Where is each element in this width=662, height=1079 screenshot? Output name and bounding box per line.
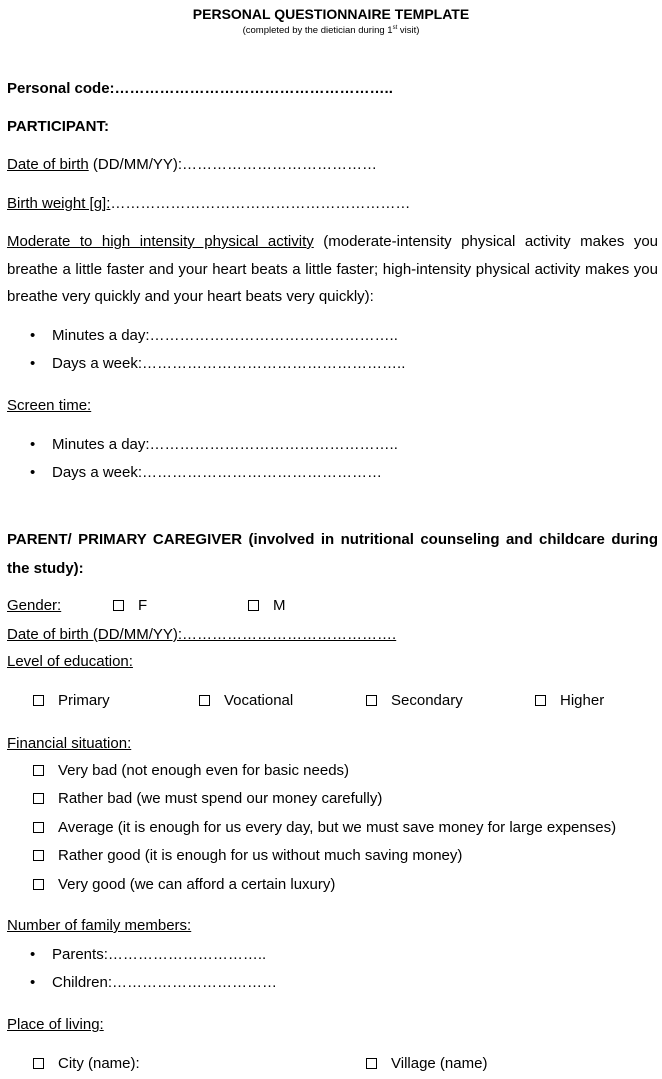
birth-weight-label: Birth weight [g]:	[7, 195, 111, 212]
place-option-village[interactable]: Village (name)	[366, 1055, 487, 1072]
checkbox-icon[interactable]	[535, 695, 546, 706]
checkbox-icon[interactable]	[248, 600, 259, 611]
checkbox-icon[interactable]	[33, 695, 44, 706]
parents-count-field[interactable]: • Parents:…………………………..	[30, 946, 267, 963]
bullet-icon: •	[30, 974, 36, 991]
activity-minutes-field[interactable]: • Minutes a day:…………………………………………..	[30, 327, 398, 344]
financial-option-average[interactable]: Average (it is enough for us every day, but we must save money for large expenses)	[33, 819, 616, 836]
checkbox-icon[interactable]	[113, 600, 124, 611]
checkbox-icon[interactable]	[33, 1058, 44, 1069]
birth-weight-field[interactable]: Birth weight [g]:……………………………………………………	[7, 195, 411, 212]
personal-code-field[interactable]: Personal code:………………………………………………..	[7, 80, 393, 97]
gender-label: Gender:	[7, 597, 62, 614]
bullet-icon: •	[30, 355, 36, 372]
financial-option-very-bad[interactable]: Very bad (not enough even for basic needs)	[33, 762, 349, 779]
education-label: Level of education:	[7, 653, 133, 670]
financial-option-rather-good[interactable]: Rather good (it is enough for us without much saving money)	[33, 847, 462, 864]
page-title: PERSONAL QUESTIONNAIRE TEMPLATE	[192, 6, 470, 22]
screen-minutes-field[interactable]: • Minutes a day:…………………………………………..	[30, 436, 398, 453]
gender-f-option[interactable]: F	[113, 597, 147, 614]
gender-m-option[interactable]: M	[248, 597, 286, 614]
education-option-higher[interactable]: Higher	[535, 692, 604, 709]
financial-label: Financial situation:	[7, 735, 132, 752]
education-option-vocational[interactable]: Vocational	[199, 692, 293, 709]
checkbox-icon[interactable]	[33, 765, 44, 776]
education-option-primary[interactable]: Primary	[33, 692, 110, 709]
checkbox-icon[interactable]	[366, 1058, 377, 1069]
place-of-living-label: Place of living:	[7, 1016, 104, 1033]
activity-label: Moderate to high intensity physical activity	[7, 233, 314, 250]
financial-option-rather-bad[interactable]: Rather bad (we must spend our money carefully)	[33, 790, 382, 807]
checkbox-icon[interactable]	[33, 793, 44, 804]
dob-label: Date of birth	[7, 156, 89, 173]
checkbox-icon[interactable]	[366, 695, 377, 706]
bullet-icon: •	[30, 464, 36, 481]
bullet-icon: •	[30, 946, 36, 963]
screen-days-field[interactable]: • Days a week:…………………………………………	[30, 464, 383, 481]
screen-time-label: Screen time:	[7, 397, 92, 414]
participant-heading: PARTICIPANT:	[7, 118, 109, 135]
page-subtitle: (completed by the dietician during 1st visit)	[242, 25, 420, 37]
bullet-icon: •	[30, 436, 36, 453]
caregiver-heading: PARENT/ PRIMARY CAREGIVER (involved in nutritional counseling and childcare during the study):	[7, 531, 658, 577]
activity-days-field[interactable]: • Days a week:……………………………………………..	[30, 355, 406, 372]
checkbox-icon[interactable]	[199, 695, 210, 706]
checkbox-icon[interactable]	[33, 850, 44, 861]
children-count-field[interactable]: • Children:……………………………	[30, 974, 278, 991]
checkbox-icon[interactable]	[33, 822, 44, 833]
activity-paragraph: Moderate to high intensity physical activity (moderate-intensity physical activity makes you breathe a little faster and your heart beats a little faster; high-intensity physical activity makes you breathe very quickly and your heart beats very quickly):	[7, 233, 659, 305]
checkbox-icon[interactable]	[33, 879, 44, 890]
caregiver-dob-field[interactable]: Date of birth (DD/MM/YY):…………………………………….	[7, 626, 397, 643]
financial-option-very-good[interactable]: Very good (we can afford a certain luxury)	[33, 876, 335, 893]
participant-dob-field[interactable]: Date of birth (DD/MM/YY):…………………………………	[7, 156, 378, 173]
family-members-label: Number of family members:	[7, 917, 192, 934]
bullet-icon: •	[30, 327, 36, 344]
education-option-secondary[interactable]: Secondary	[366, 692, 463, 709]
place-option-city[interactable]: City (name):	[33, 1055, 140, 1072]
